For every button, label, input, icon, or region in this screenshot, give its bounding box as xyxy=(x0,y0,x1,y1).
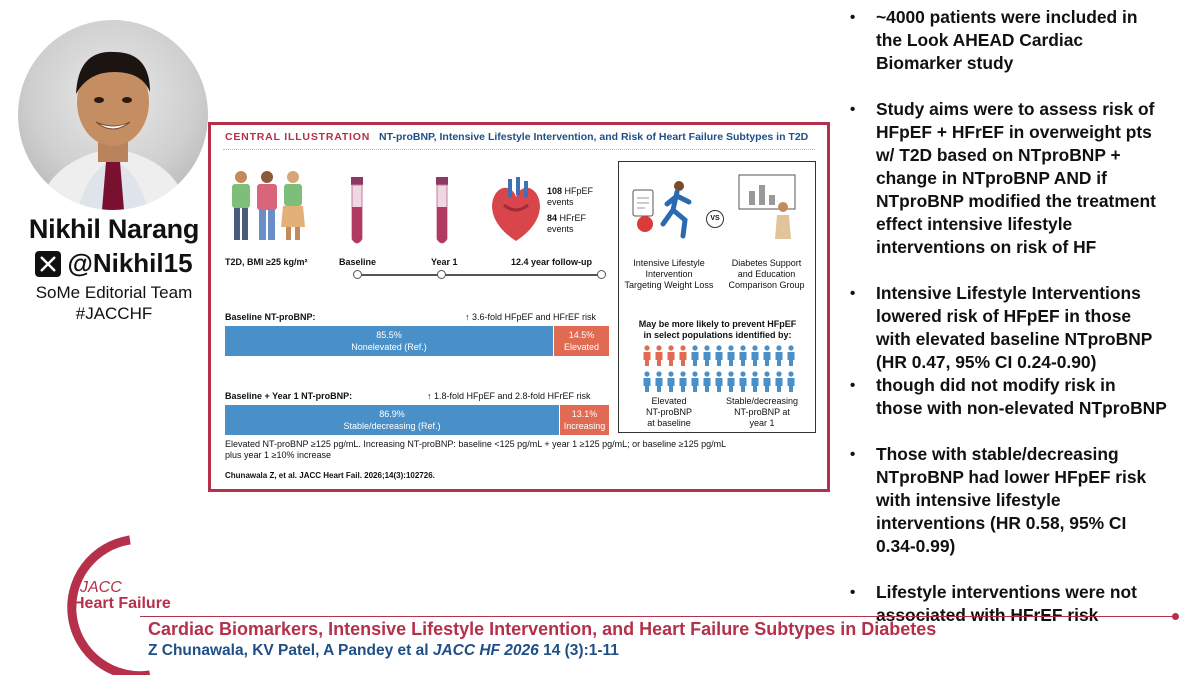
social-handle: @Nikhil15 xyxy=(67,248,193,278)
hfpef-count: 108 xyxy=(547,186,563,196)
bullet-item: • Intensive Lifestyle Interventions lowered risk of HFpEF in those with elevated baseline NTproBNP (HR 0.47, 95% CI 0.24-0.90) xyxy=(850,283,1153,372)
author-portrait xyxy=(18,20,208,210)
presenter-icon xyxy=(735,173,803,241)
bar-year1-increasing-label: Increasing xyxy=(563,421,606,431)
bullet-item: • ~4000 patients were included in the Look AHEAD Cardiac Biomarker study xyxy=(850,7,1138,73)
bar-year1-stable xyxy=(225,405,559,435)
journal-logo-jacc: JACC xyxy=(80,579,122,596)
illustration-label: CENTRAL ILLUSTRATION xyxy=(225,131,371,143)
bar-baseline-elevated-label: Elevated xyxy=(563,342,600,352)
people-icon xyxy=(225,165,311,249)
hfpef-label: HFpEF xyxy=(564,186,594,196)
paper-authors xyxy=(148,642,619,660)
timeline-line xyxy=(357,274,601,276)
hfref-count: 84 xyxy=(547,213,558,223)
prevent-label: May be more likely to prevent HFpEF in select populations identified by: xyxy=(638,319,797,340)
bar-year1-stable-label: Stable/decreasing (Ref.) xyxy=(343,421,441,431)
bar-baseline-elevated-pct: 14.5% xyxy=(568,330,595,340)
bullet-list xyxy=(848,6,1198,627)
central-illustration xyxy=(208,122,830,492)
runner-icon xyxy=(631,180,703,240)
title-divider xyxy=(223,149,815,150)
bullet-item: • Lifestyle interventions were not associated with HFrEF risk xyxy=(850,582,1137,625)
team-label: SoMe Editorial Team xyxy=(35,283,193,302)
group-elevated-label: Elevated NT-proBNP at baseline xyxy=(645,396,692,428)
population-label: T2D, BMI ≥25 kg/m² xyxy=(225,257,308,267)
citation: Chunawala Z, et al. JACC Heart Fail. 2026;14(3):102726. xyxy=(225,471,435,480)
bar-baseline-nonelevated-label: Nonelevated (Ref.) xyxy=(351,342,427,352)
footnote-line2: plus year 1 ≥10% increase xyxy=(225,450,331,460)
hfpef-events xyxy=(547,186,593,197)
group-stable-label: Stable/decreasing NT-proBNP at year 1 xyxy=(725,396,799,428)
illustration-title xyxy=(225,131,808,143)
timeline-baseline-label: Baseline xyxy=(339,257,377,267)
bar-year1-increasing xyxy=(560,405,609,435)
bar-baseline-elevated xyxy=(554,326,609,356)
year1-risk: ↑ 1.8-fold HFpEF and 2.8-fold HFrEF risk xyxy=(427,391,591,401)
hfref-events-suffix: events xyxy=(547,224,574,234)
blood-tube-year1-icon xyxy=(435,177,449,247)
timeline-year1-label: Year 1 xyxy=(431,257,458,267)
author-list: Z Chunawala, KV Patel, A Pandey et al xyxy=(148,642,433,659)
author-name: Nikhil Narang xyxy=(28,214,200,244)
hfpef-events-suffix: events xyxy=(547,197,574,207)
baseline-risk: ↑ 3.6-fold HFpEF and HFrEF risk xyxy=(465,312,597,322)
avatar xyxy=(18,20,208,210)
illustration-heading: NT-proBNP, Intensive Lifestyle Intervention, and Risk of Heart Failure Subtypes in T2D xyxy=(379,131,809,143)
timeline-followup-label: 12.4 year follow-up xyxy=(511,257,593,267)
baseline-heading: Baseline NT-proBNP: xyxy=(225,312,316,322)
heart-icon xyxy=(486,175,546,245)
footnote-line1: Elevated NT-proBNP ≥125 pg/mL. Increasing NT-proBNP: baseline <125 pg/mL + year 1 ≥125 pg/mL; or baseline ≥125 pg/mL xyxy=(225,439,727,449)
bar-baseline-nonelevated xyxy=(225,326,553,356)
footer-rule xyxy=(140,616,1174,617)
volume-ref: 14 (3):1-11 xyxy=(538,642,619,659)
vs-badge: VS xyxy=(706,210,724,228)
bar-baseline-nonelevated-pct: 85.5% xyxy=(376,330,402,340)
journal-logo-name: Heart Failure xyxy=(73,595,171,612)
blood-tube-baseline-icon xyxy=(350,177,364,247)
bar-year1-increasing-pct: 13.1% xyxy=(571,409,598,419)
hashtag: #JACCHF xyxy=(75,304,153,323)
bar-year1-stable-pct: 86.9% xyxy=(379,409,405,419)
comparison-label: Diabetes Support and Education Comparison Group xyxy=(728,258,805,290)
hfref-events xyxy=(547,213,586,224)
bullet-item: • Study aims were to assess risk of HFpEF + HFrEF in overweight pts w/ T2D based on NTproBNP + change in NTproBNP AND if NTproBNP modified the treatment effect intensive lifestyle interventions on risk of HF xyxy=(850,99,1156,257)
footer-rule-dot xyxy=(1172,613,1179,620)
x-logo-icon xyxy=(35,251,61,277)
timeline-dot-baseline xyxy=(353,270,362,279)
hfref-label: HFrEF xyxy=(559,213,587,223)
handle-row xyxy=(0,248,228,279)
journal-ref: JACC HF 2026 xyxy=(432,642,539,659)
paper-title: Cardiac Biomarkers, Intensive Lifestyle Intervention, and Heart Failure Subtypes in Diabetes xyxy=(148,619,937,639)
year1-heading: Baseline + Year 1 NT-proBNP: xyxy=(225,391,353,401)
intervention-label: Intensive Lifestyle Intervention Targeting Weight Loss xyxy=(624,258,714,290)
timeline-dot-followup xyxy=(597,270,606,279)
bullet-item: • though did not modify risk in those with non-elevated NTproBNP xyxy=(850,375,1167,418)
population-grid-icon xyxy=(643,345,795,395)
bullet-item: • Those with stable/decreasing NTproBNP had lower HFpEF risk with intensive lifestyle interventions (HR 0.58, 95% CI 0.34-0.99) xyxy=(850,444,1147,556)
timeline-dot-year1 xyxy=(437,270,446,279)
